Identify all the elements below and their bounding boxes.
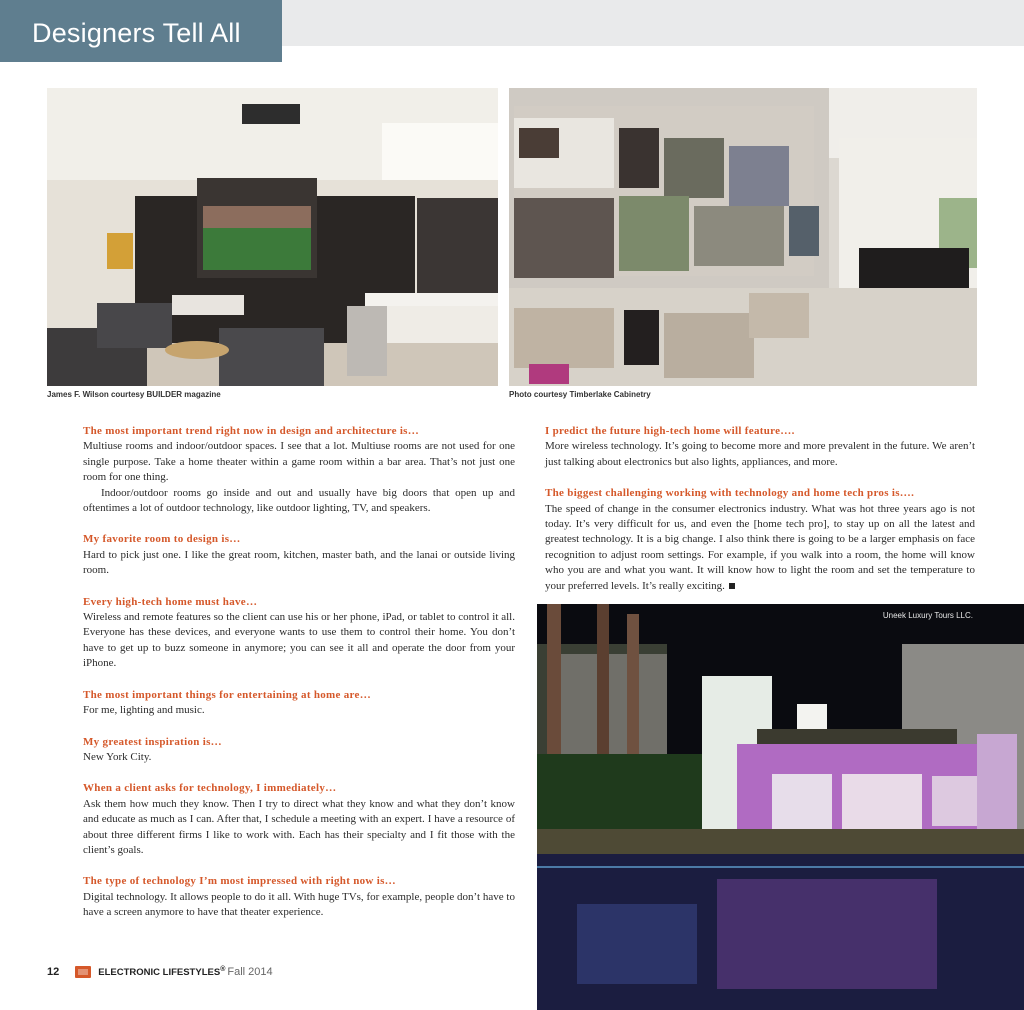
question-heading: My favorite room to design is… [83, 533, 241, 546]
publication-name [98, 966, 225, 978]
answer-paragraph: Digital technology. It allows people to do it all. With huge TVs, for example, people don’t have to have a screen anymore to have that theater experience. [83, 890, 515, 919]
answer-text: The speed of change in the consumer electronics industry. What was hot three years ago is not today. It’s very difficult for us, and even the [home tech pro], to stay up on all the latest and greatest technology. It is a big change. I also think there is going to be a larger emphasis on face recognition to adjust room settings. For example, if you walk into a room, the home will know who you are and what you want. It will know how to light the room and set the temperature to your preferred levels. It’s really exciting. [545, 502, 975, 592]
answer-paragraph [545, 502, 975, 594]
question-heading: My greatest inspiration is… [83, 735, 222, 748]
header-band [282, 0, 1024, 46]
section-header-tab [0, 0, 282, 62]
end-of-article-mark [729, 583, 735, 589]
media-room-photo [47, 88, 498, 386]
living-room-photo [509, 88, 977, 386]
question-heading: The biggest challenging working with technology and home tech pros is…. [545, 487, 915, 500]
pool-bar-photo [537, 604, 1024, 1010]
answer-paragraph: Hard to pick just one. I like the great room, kitchen, master bath, and the lanai or outside living room. [83, 548, 515, 577]
question-heading: When a client asks for technology, I immediately… [83, 782, 337, 795]
right-text-column [545, 424, 975, 610]
page-footer [47, 964, 273, 980]
answer-paragraph: Indoor/outdoor rooms go inside and out and usually have big doors that open up and oftentimes a lot of outdoor technology, like outdoor lighting, TV, and speakers. [83, 486, 515, 515]
right-photo-caption: Photo courtesy Timberlake Cabinetry [509, 390, 651, 399]
question-heading: The most important trend right now in design and architecture is… [83, 425, 420, 437]
left-photo-caption: James F. Wilson courtesy BUILDER magazine [47, 390, 221, 399]
answer-paragraph: New York City. [83, 750, 152, 763]
answer-paragraph: Wireless and remote features so the client can use his or her phone, iPad, or tablet to control it all. Everyone has these devices, and everyone wants to use them to control their home. You don’t have to get up to buzz someone in anymore; you can see it all and operate the door from your iPhone. [83, 611, 515, 670]
question-heading: Every high-tech home must have… [83, 595, 258, 608]
section-title: Designers Tell All [32, 18, 241, 48]
pool-photo-credit: Uneek Luxury Tours LLC. [882, 611, 973, 620]
left-text-column [83, 424, 515, 937]
magazine-logo-icon [75, 966, 91, 978]
question-heading: The type of technology I’m most impressed with right now is… [83, 875, 396, 888]
question-heading: The most important things for entertaining at home are… [83, 688, 372, 701]
answer-paragraph: For me, lighting and music. [83, 704, 205, 717]
question-heading: I predict the future high-tech home will feature…. [545, 425, 795, 437]
issue-label: Fall 2014 [227, 966, 273, 978]
answer-paragraph: Ask them how much they know. Then I try to direct what they know and what they don’t know and educate as much as I can. After that, I schedule a meeting with an expert. I have a resource of about three different firms I like to work with. Each has their specialty and I fit those with the client’s goals. [83, 797, 515, 856]
answer-paragraph: Multiuse rooms and indoor/outdoor spaces. I see that a lot. Multiuse rooms are not used for one single purpose. Take a home theater within a game room within a bar area. That’s not just one room for one thing. [83, 440, 515, 484]
publication-title: ELECTRONIC LIFESTYLES [98, 967, 221, 978]
page-number: 12 [47, 966, 60, 978]
registered-mark: ® [220, 966, 226, 973]
answer-paragraph: More wireless technology. It’s going to become more and more prevalent in the future. We aren’t just talking about electronics but also lights, appliances, and more. [545, 440, 975, 468]
